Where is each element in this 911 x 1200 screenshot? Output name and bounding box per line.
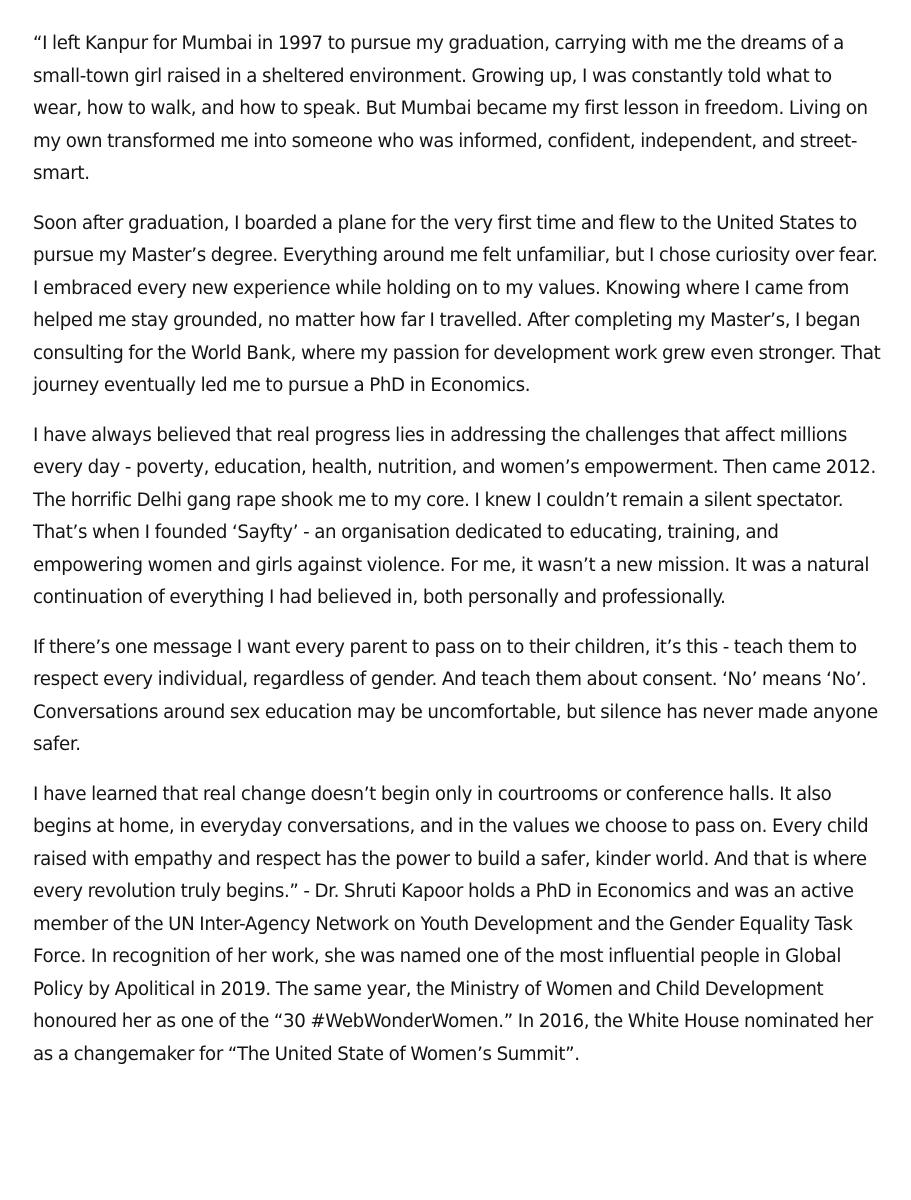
paragraph-founding-sayfty: I have always believed that real progress lies in addressing the challenges that affect millions every day - poverty, education, health, nutrition, and women’s empowerment. Then came 2012. The horrific Delhi gang rape shook me to my core. I knew I couldn’t remain a silent spectator. That’s when I founded ‘Sayfty’ - an organisation dedicated to educating, training, and empowering women and girls against violence. For me, it wasn’t a new mission. It was a natural continuation of everything I had believed in, both personally and professionally. [33,424,876,608]
paragraph-kanpur-to-mumbai: “I left Kanpur for Mumbai in 1997 to pursue my graduation, carrying with me the dreams of a small-town girl raised in a sheltered environment. Growing up, I was constantly told what to wear, how to walk, and how to speak. But Mumbai became my first lesson in freedom. Living on my own transformed me into someone who was informed, confident, independent, and street-smart. [33,33,868,184]
paragraph-masters-and-phd: Soon after graduation, I boarded a plane for the very first time and flew to the United States to pursue my Master’s degree. Everything around me felt unfamiliar, but I chose curiosity over fear. I embraced every new experience while holding on to my values. Knowing where I came from helped me stay grounded, no matter how far I travelled. After completing my Master’s, I began consulting for the World Bank, where my passion for development work grew even stronger. That journey eventually led me to pursue a PhD in Economics. [33,212,881,396]
paragraph-message-to-parents: If there’s one message I want every parent to pass on to their children, it’s this - teach them to respect every individual, regardless of gender. And teach them about consent. ‘No’ means ‘No’. Conversations around sex education may be uncomfortable, but silence has never made anyone safer. [33,636,878,755]
paragraph-closing-and-bio: I have learned that real change doesn’t begin only in courtrooms or conference halls. It also begins at home, in everyday conversations, and in the values we choose to pass on. Every child raised with empathy and respect has the power to build a safer, kinder world. And that is where every revolution truly begins.” - Dr. Shruti Kapoor holds a PhD in Economics and was an active member of the UN Inter-Agency Network on Youth Development and the Gender Equality Task Force. In recognition of her work, she was named one of the most influential people in Global Policy by Apolitical in 2019. The same year, the Ministry of Women and Child Development honoured her as one of the “30 #WebWonderWomen.” In 2016, the White House nominated her as a changemaker for “The United State of Women’s Summit”. [33,783,873,1065]
